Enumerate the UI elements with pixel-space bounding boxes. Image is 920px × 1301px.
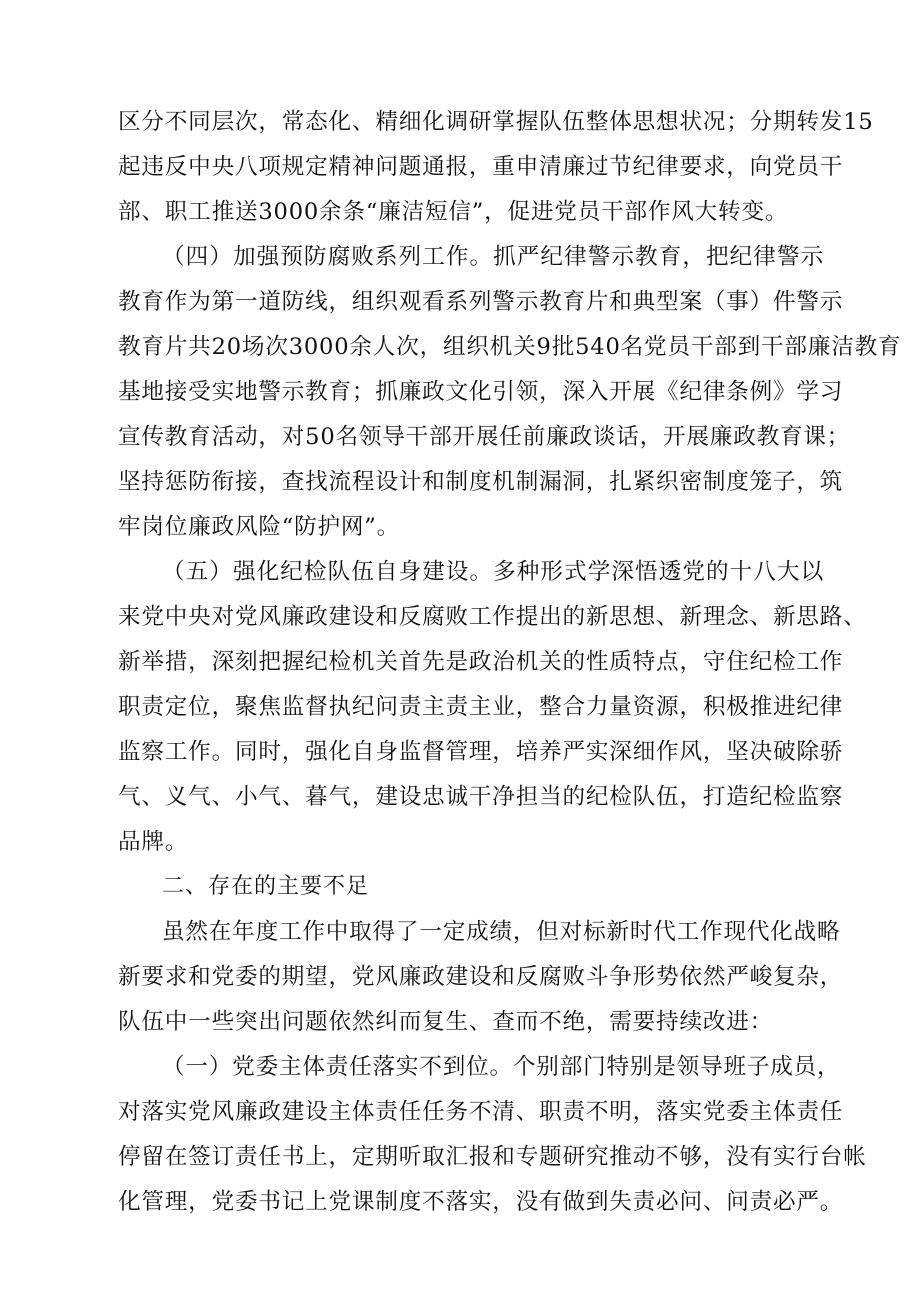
section-heading: 二、存在的主要不足	[162, 874, 370, 899]
body-text-line: 职责定位，聚焦监督执纪问责主责主业，整合力量资源，积极推进纪律	[118, 694, 844, 720]
body-text-line: 化管理，党委书记上党课制度不落实，没有做到失责必问、问责必严。	[118, 1189, 844, 1215]
body-text-line: 牢岗位廉政风险“防护网”。	[118, 514, 401, 540]
body-text-line: 停留在签订责任书上，定期听取汇报和专题研究推动不够，没有实行台帐	[118, 1144, 867, 1170]
body-text-line: 教育作为第一道防线，组织观看系列警示教育片和典型案（事）件警示	[118, 289, 844, 315]
body-text-line: 来党中央对党风廉政建设和反腐败工作提出的新思想、新理念、新思路、	[118, 604, 867, 630]
body-text-line: 坚持惩防衔接，查找流程设计和制度机制漏洞，扎紧织密制度笼子，筑	[118, 469, 844, 495]
paragraph-first-line: 虽然在年度工作中取得了一定成绩，但对标新时代工作现代化战略	[162, 919, 841, 945]
body-text-line: 新要求和党委的期望，党风廉政建设和反腐败斗争形势依然严峻复杂，	[118, 964, 844, 990]
body-text-line: 宣传教育活动，对50名领导干部开展任前廉政谈话，开展廉政教育课；	[118, 424, 851, 450]
body-text-line: 新举措，深刻把握纪检机关首先是政治机关的性质特点，守住纪检工作	[118, 649, 844, 675]
body-text-line: 部、职工推送3000余条“廉洁短信”，促进党员干部作风大转变。	[118, 199, 789, 225]
paragraph-first-line: （一）党委主体责任落实不到位。个别部门特别是领导班子成员，	[162, 1054, 841, 1080]
paragraph-first-line: （四）加强预防腐败系列工作。抓严纪律警示教育，把纪律警示	[162, 244, 824, 270]
body-text-line: 对落实党风廉政建设主体责任任务不清、职责不明，落实党委主体责任	[118, 1099, 844, 1125]
body-text-line: 教育片共20场次3000余人次，组织机关9批540名党员干部到干部廉洁教育	[118, 334, 902, 360]
body-text-line: 监察工作。同时，强化自身监督管理，培养严实深细作风，坚决破除骄	[118, 739, 844, 765]
body-text-line: 气、义气、小气、暮气，建设忠诚干净担当的纪检队伍，打造纪检监察	[118, 784, 844, 810]
body-text-line: 区分不同层次，常态化、精细化调研掌握队伍整体思想状况；分期转发15	[118, 109, 874, 135]
body-text-line: 队伍中一些突出问题依然纠而复生、查而不绝，需要持续改进：	[118, 1009, 774, 1035]
body-text-line: 基地接受实地警示教育；抓廉政文化引领，深入开展《纪律条例》学习	[118, 379, 844, 405]
paragraph-first-line: （五）强化纪检队伍自身建设。多种形式学深悟透党的十八大以	[162, 559, 824, 585]
body-text-line: 起违反中央八项规定精神问题通报，重申清廉过节纪律要求，向党员干	[118, 154, 844, 180]
body-text-line: 品牌。	[118, 829, 189, 855]
